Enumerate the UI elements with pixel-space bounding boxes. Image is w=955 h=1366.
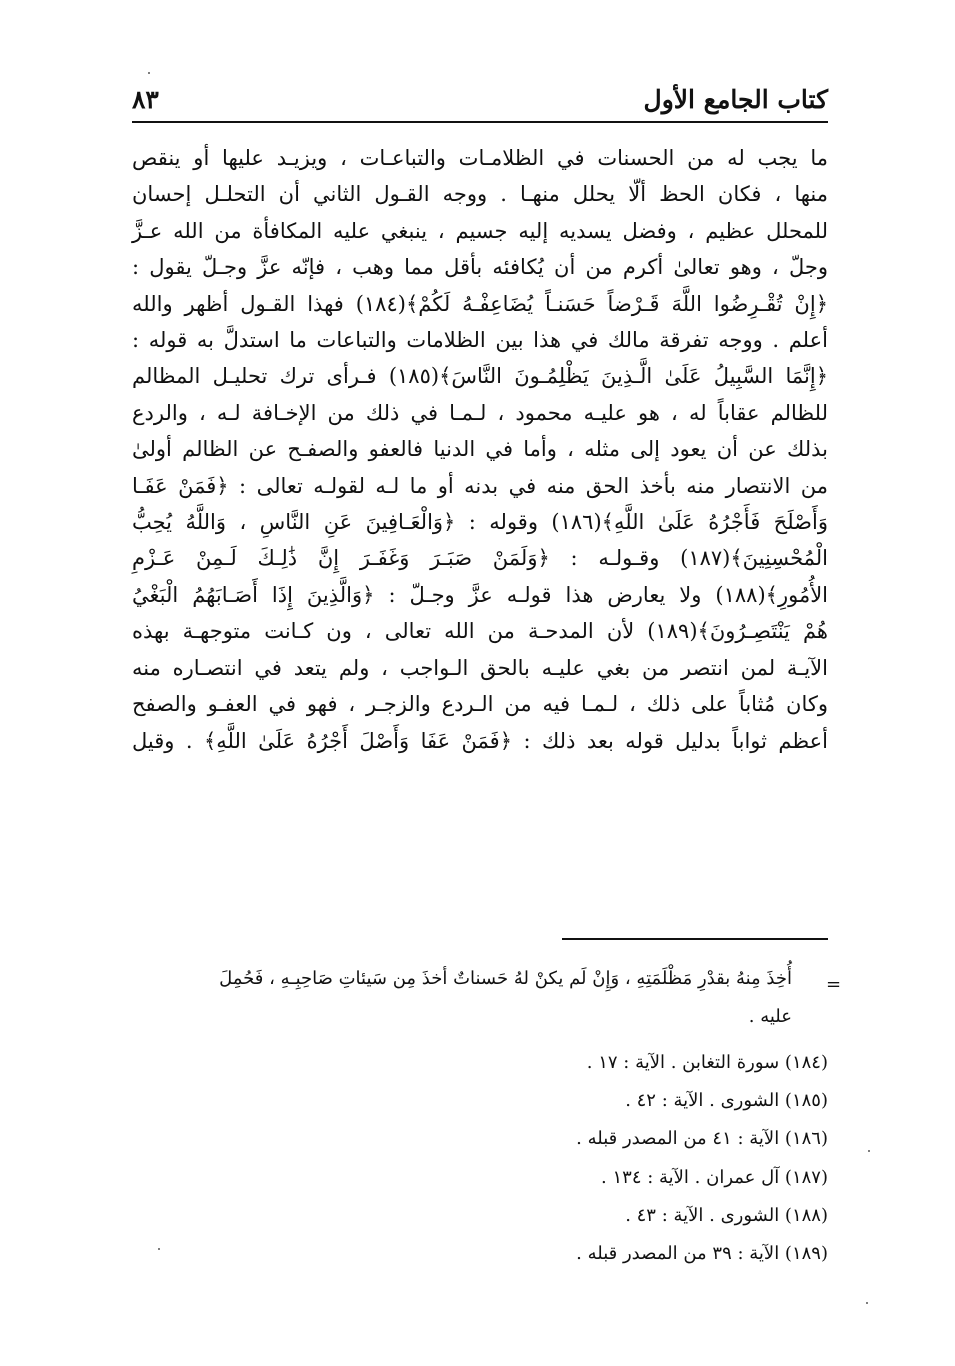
footnote-186: (١٨٦) الآية : ٤١ من المصدر قبله . xyxy=(576,1128,828,1150)
footnote-continuation-line: عليه . xyxy=(748,1006,792,1027)
text-line: من الانتصار منه بأخذ الحق منه في بدنه أو ما لـه لقولـه تعالى : ﴿فَمَنْ عَفَـا xyxy=(132,473,828,498)
footnote-189: (١٨٩) الآية : ٣٩ من المصدر قبله . xyxy=(576,1243,828,1265)
footnote-185: (١٨٥) الشورى . الآية : ٤٢ . xyxy=(625,1090,828,1112)
scan-speck xyxy=(866,1302,868,1304)
text-line: الْمُحْسِنِينَ﴾(١٨٧) وقـولـه : ﴿وَلَمَنْ صَبَـرَ وَغَفَـرَ إِنَّ ذَٰلِـكَ لَـمِنْ عَـزْمِ xyxy=(132,546,828,571)
text-line: بذلك عن أن يعود إلى مثله ، وأما في الدنيا فالعفو والصفـح عن الظالم أولىٰ xyxy=(132,437,828,462)
text-line: وكان مُثاباً على ذلك ، لـمـا فيه من الـردع والزجـر ، فهو في العفـو والصفح xyxy=(132,692,828,717)
text-line: أعظم ثواباً بدليل قوله بعد ذلك : ﴿فَمَنْ عَفَا وَأَصْلَ أَجْرُهُ عَلَىٰ اللَّهِ﴾ . وقيل xyxy=(132,728,828,753)
scan-speck xyxy=(148,72,150,74)
text-line: للظالم عقاباً له ، هو عليـه محمود ، لـمـا في ذلك من الإخـافة لـه ، والردع xyxy=(132,400,828,425)
footnote-187: (١٨٧) آل عمران . الآية : ١٣٤ . xyxy=(601,1166,828,1188)
footnote-continuation xyxy=(132,960,792,1036)
scan-speck xyxy=(158,1248,160,1250)
main-text xyxy=(132,140,828,759)
text-line: الأُمُورِ﴾(١٨٨) ولا يعارض هذا قولـه عزَّ وجـلّ : ﴿وَالَّذِينَ إِذَا أَصَـابَهُمُ الْبَغْيُ xyxy=(132,582,828,607)
header-rule xyxy=(132,121,828,123)
footnotes-list xyxy=(576,1044,828,1273)
text-line: الآيـة لمن انتصر من بغي عليـه بالحق الـواجب ، ولم يتعد في انتصـاره منه xyxy=(132,655,828,680)
scan-speck xyxy=(868,1150,870,1152)
footnote-188: (١٨٨) الشورى . الآية : ٤٣ . xyxy=(625,1204,828,1226)
book-title: كتاب الجامع الأول xyxy=(643,85,828,114)
text-line: منها ، فكان الحظ ألّا يحلل منهـا . ووجه القـول الثاني أن التحلـل إحسان xyxy=(132,182,828,207)
running-header xyxy=(132,82,828,120)
page-number: ٨٣ xyxy=(132,85,159,114)
text-line: أعلم . ووجه تفرقة مالك في هذا بين الظلامات والتباعات ما استدلَّ به قوله : xyxy=(132,328,828,353)
text-line: وَأَصْلَحَ فَأَجْرُهُ عَلَىٰ اللَّهِ﴾(١٨٦) وقوله : ﴿وَالْعَـافِينَ عَنِ النَّاسِ ، وَاللَّهُ يُحِبُّ xyxy=(132,510,828,535)
text-line: هُمْ يَنْتَصِـرُونَ﴾(١٨٩) لأن المدحـة من الله تعالى ، ون كـانت متوجهـة بهذه xyxy=(132,619,828,644)
text-line: ﴿إِنْ تُقْـرِضُوا اللَّهَ قَـرْضاً حَسَنـاً يُضَاعِفْـهُ لَكُمْ﴾(١٨٤) فهذا القـول أظهر والله xyxy=(132,291,828,316)
footnote-continuation-mark: = xyxy=(826,974,842,995)
footnote-separator xyxy=(562,938,828,940)
footnote-184: (١٨٤) سورة التغابن . الآية : ١٧ . xyxy=(586,1052,828,1073)
text-line: للمحلل عظيم ، وفضل يسديه إليه جسيم ، ينبغي عليه المكافأة من الله عـزَّ xyxy=(132,218,828,243)
text-line: وجلّ ، وهو تعالىٰ أكرم من أن يُكافئه بأقل مما وهب ، فإنّه عزَّ وجـلّ يقول : xyxy=(132,255,828,280)
text-line: ﴿إِنَّمَا السَّبِيلُ عَلَىٰ الَّـذِينَ يَظْلِمُـونَ النَّاسَ﴾(١٨٥) فـرأى ترك تحليـل المظالم xyxy=(132,364,829,389)
text-line: ما يجب له من الحسنات في الظلامـات والتباعـات ، ويزيـد عليها أو ينقص xyxy=(132,146,828,170)
footnote-continuation-line: أُخِذَ مِنهُ بقدْرِ مَظْلَمَتِهِ ، وَإِنْ لَم يكنْ لهُ حَسناتٌ أخذَ مِن سَيئاتِ صَاحِبِـهِ ، فَحُمِلَ xyxy=(219,968,792,989)
